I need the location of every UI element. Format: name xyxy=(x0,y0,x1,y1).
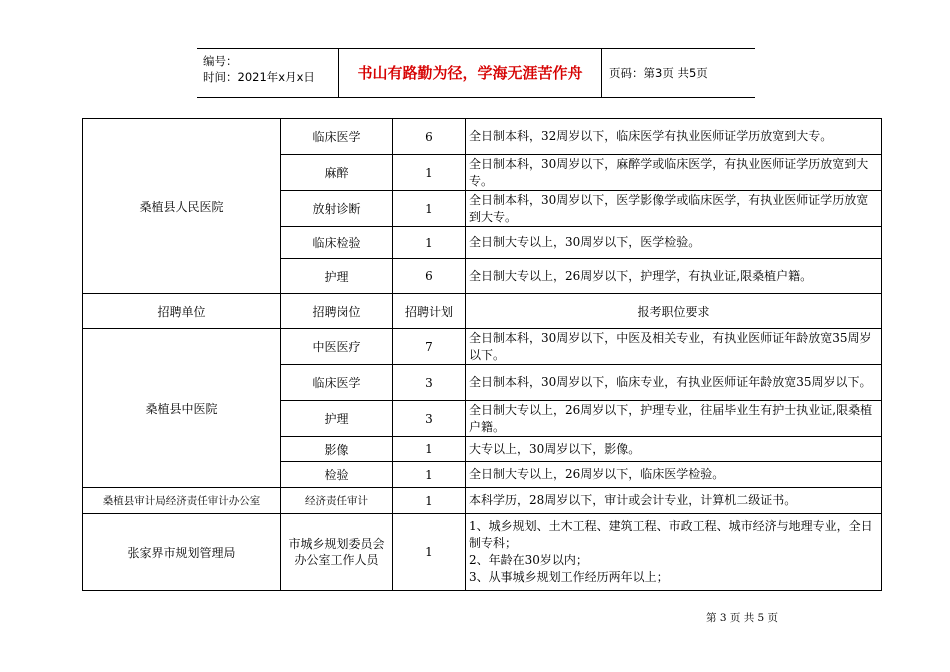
plan-cell: 1 xyxy=(393,462,466,488)
post-cell: 放射诊断 xyxy=(281,191,393,227)
post-cell: 临床医学 xyxy=(281,119,393,155)
table-row xyxy=(83,514,882,591)
plan-cell: 3 xyxy=(393,365,466,401)
post-cell: 中医医疗 xyxy=(281,329,393,365)
plan-cell: 1 xyxy=(393,155,466,191)
column-header-unit: 招聘单位 xyxy=(83,294,281,329)
requirement-cell: 全日制本科，30周岁以下，中医及相关专业，有执业医师证年龄放宽35周岁以下。 xyxy=(466,329,882,365)
table-row xyxy=(83,329,882,365)
requirement-cell: 全日制大专以上，30周岁以下，医学检验。 xyxy=(466,227,882,259)
post-cell: 护理 xyxy=(281,401,393,437)
requirement-cell xyxy=(466,514,882,591)
column-header-post: 招聘岗位 xyxy=(281,294,393,329)
post-cell: 临床医学 xyxy=(281,365,393,401)
unit-cell: 桑植县审计局经济责任审计办公室 xyxy=(83,488,281,514)
post-cell: 影像 xyxy=(281,437,393,462)
plan-cell: 1 xyxy=(393,191,466,227)
post-cell: 市城乡规划委员会办公室工作人员 xyxy=(281,514,393,591)
post-cell: 经济责任审计 xyxy=(281,488,393,514)
plan-cell: 1 xyxy=(393,514,466,591)
unit-cell: 张家界市规划管理局 xyxy=(83,514,281,591)
requirement-cell: 大专以上，30周岁以下，影像。 xyxy=(466,437,882,462)
requirement-cell: 全日制本科，30周岁以下，临床专业，有执业医师证年龄放宽35周岁以下。 xyxy=(466,365,882,401)
number-label: 编号： xyxy=(203,54,238,68)
requirement-cell: 全日制本科，30周岁以下，麻醉学或临床医学，有执业医师证学历放宽到大专。 xyxy=(466,155,882,191)
post-cell: 临床检验 xyxy=(281,227,393,259)
table-row xyxy=(83,488,882,514)
requirement-cell: 全日制本科，30周岁以下，医学影像学或临床医学，有执业医师证学历放宽到大专。 xyxy=(466,191,882,227)
plan-cell: 7 xyxy=(393,329,466,365)
requirement-cell: 全日制大专以上，26周岁以下，护理专业，往届毕业生有护士执业证,限桑植户籍。 xyxy=(466,401,882,437)
unit-cell: 桑植县人民医院 xyxy=(83,119,281,294)
plan-cell: 1 xyxy=(393,437,466,462)
page-footer: 第 3 页 共 5 页 xyxy=(706,612,779,624)
plan-cell: 1 xyxy=(393,227,466,259)
recruitment-table xyxy=(82,118,882,591)
table-header-row xyxy=(83,294,882,329)
header-info xyxy=(197,49,339,97)
plan-cell: 6 xyxy=(393,119,466,155)
motto: 书山有路勤为径，学海无涯苦作舟 xyxy=(339,49,602,97)
plan-cell: 1 xyxy=(393,488,466,514)
date-line: 时间：2021年x月x日 xyxy=(203,70,315,84)
requirement-cell: 本科学历，28周岁以下，审计或会计专业，计算机二级证书。 xyxy=(466,488,882,514)
page-code: 页码：第3页 共5页 xyxy=(609,66,708,80)
requirement-cell: 全日制大专以上，26周岁以下，临床医学检验。 xyxy=(466,462,882,488)
column-header-plan: 招聘计划 xyxy=(393,294,466,329)
post-cell: 护理 xyxy=(281,259,393,294)
post-cell: 检验 xyxy=(281,462,393,488)
plan-cell: 3 xyxy=(393,401,466,437)
requirement-line: 3、从事城乡规划工作经历两年以上； xyxy=(469,570,669,584)
unit-cell: 桑植县中医院 xyxy=(83,329,281,488)
page-header xyxy=(197,48,755,98)
requirement-line: 1、城乡规划、土木工程、建筑工程、市政工程、城市经济与地理专业，全日制专科； xyxy=(469,519,873,550)
plan-cell: 6 xyxy=(393,259,466,294)
column-header-requirement: 报考职位要求 xyxy=(466,294,882,329)
requirement-cell: 全日制大专以上，26周岁以下，护理学，有执业证,限桑植户籍。 xyxy=(466,259,882,294)
requirement-cell: 全日制本科，32周岁以下，临床医学有执业医师证学历放宽到大专。 xyxy=(466,119,882,155)
post-cell: 麻醉 xyxy=(281,155,393,191)
requirement-line: 2、年龄在30岁以内； xyxy=(469,553,588,567)
table-row xyxy=(83,119,882,155)
